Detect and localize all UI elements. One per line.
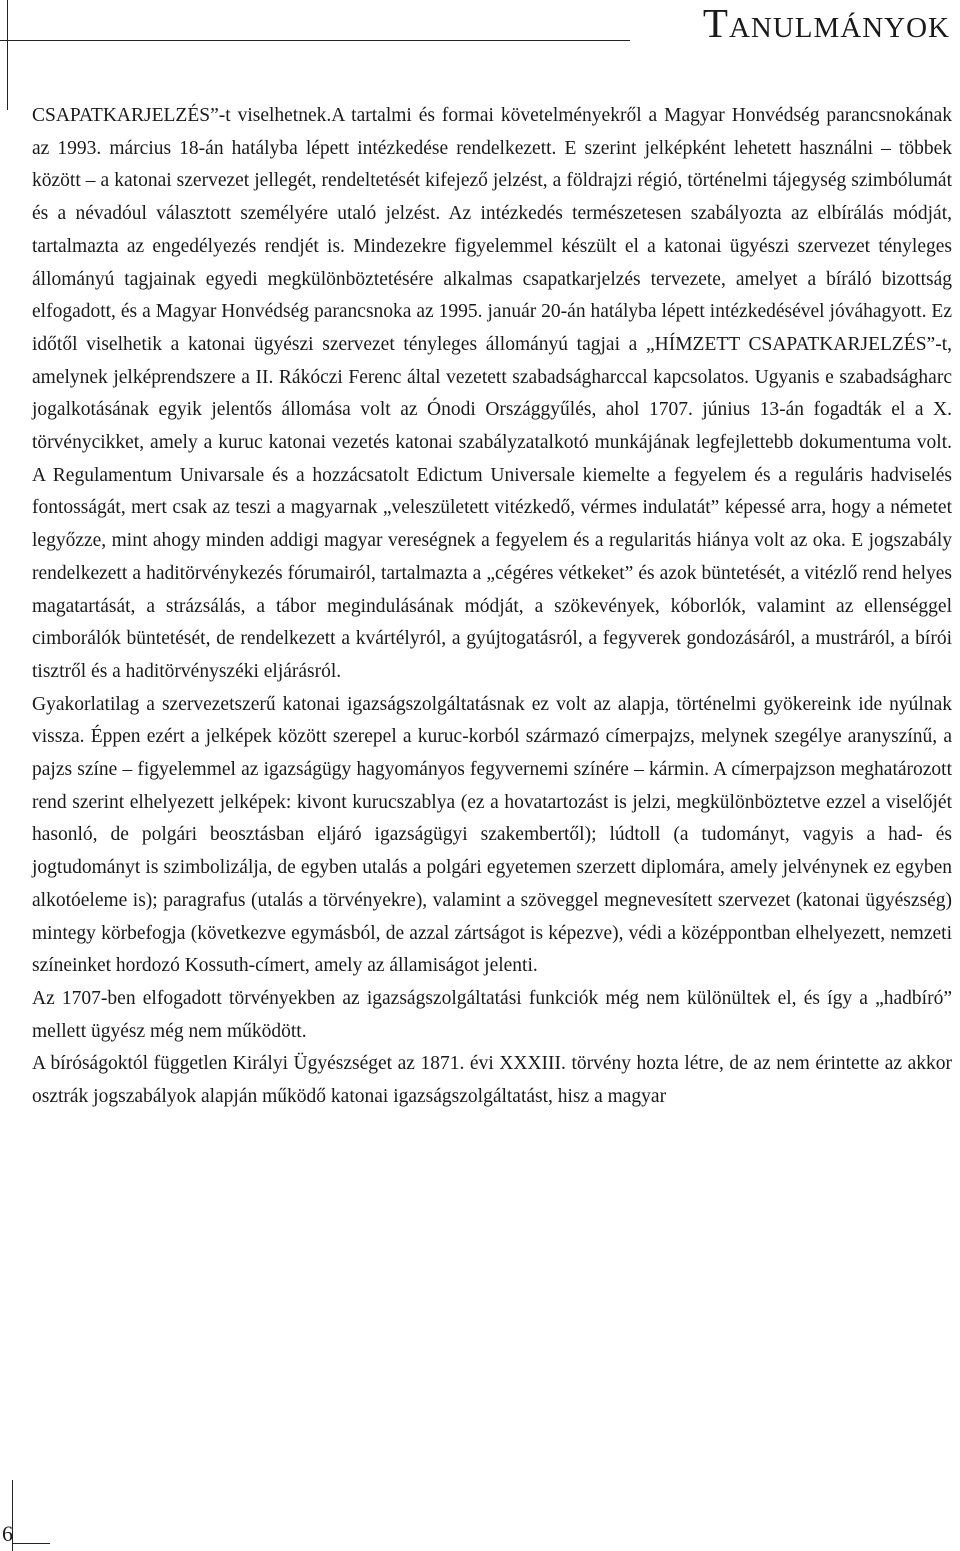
page-footer [0,1480,60,1551]
header-rule [0,40,630,41]
section-title: Tanulmányok [702,0,950,46]
page-number: 6 [2,1521,13,1546]
paragraph-2: Gyakorlatilag a szervezetszerű katonai igazságszolgáltatásnak ez volt az alapja, történelmi gyökereink ide nyúlnak vissza. Éppen ezért a jelképek között szerepel a kuruc-korból származó címerpajzs, melynek szegélye aranyszínű, a pajzs színe – figyelemmel az igazságügy hagyományos fegyvernemi színére – kármin. A címerpajzson meghatározott rend szerint elhelyezett jelképek: kivont kurucszablya (ez a hovatartozást is jelzi, megkülönböztetve ezzel a viselőjét hasonló, de polgári beosztásban eljáró igazságügyi szakembertől); lúdtoll (a tudományt, vagyis a had- és jogtudományt is szimbolizálja, de egyben utalás a polgári egyetemen szerzett diplomára, amely jelvénynek ez egyben alkotóeleme is); paragrafus (utalás a törvényekre), valamint a szöveggel megnevesített szervezet (katonai ügyészség) mintegy körbefogja (következve egymásból, de azzal zártságot is képezve), védi a középpontban elhelyezett, nemzeti színeinket hordozó Kossuth-címert, amely az államiságot jelenti. [32,693,952,977]
paragraph-1: CSAPATKARJELZÉS”-t viselhetnek.A tartalmi és formai követelményekről a Magyar Honvédség parancsnokának az 1993. március 18-án hatályba lépett intézkedése rendelkezett. E szerint jelképként lehetett használni – többek között – a katonai szervezet jellegét, rendeltetését kifejező jelzést, a földrajzi régió, történelmi tájegység szimbólumát és a névadóul választott személyére utaló jelzést. Az intézkedés természetesen szabályozta az elbírálás módját, tartalmazta az engedélyezés rendjét is. Mindezekre figyelemmel készült el a katonai ügyészi szervezet tényleges állományú tagjainak egyedi megkülönböztetésére alkalmas csapatkarjelzés tervezete, amelyet a bíráló bizottság elfogadott, és a Magyar Honvédség parancsnoka az 1995. január 20-án hatályba lépett intézkedésével jóváhagyott. Ez időtől viselhetik a katonai ügyészi szervezet tényleges állományú tagjai a „HÍMZETT CSAPATKARJELZÉS”-t, amelynek jelképrendszere a II. Rákóczi Ferenc által vezetett szabadságharccal kapcsolatos. Ugyanis e szabadságharc jogalkotásának egyik jelentős állomása volt az Ónodi Országgyűlés, ahol 1707. június 13-án fogadták el a X. törvénycikket, amely a kuruc katonai vezetés katonai szabályzatalkotó munkájának legfejlettebb dokumentuma volt. A Regulamentum Univarsale és a hozzácsatolt Edictum Universale kiemelte a fegyelem és a reguláris hadviselés fontosságát, mert csak az teszi a magyarnak „veleszületett vitézkedő, vérmes indulatát” képessé arra, hogy a németet legyőzze, mint ahogy minden addigi magyar vereségnek a fegyelem és a regularitás hiánya volt az oka. E jogszabály rendelkezett a haditörvénykezés fórumairól, tartalmazta a „cégéres vétkeket” és azok büntetését, a vitézlő rend helyes magatartását, a strázsálás, a tábor megindulásának módját, a szökevények, kóborlók, valamint az ellenséggel cimborálók büntetését, de rendelkezett a kvártélyról, a gyújtogatásról, a fegyverek gondozásáról, a mustráról, a bírói tisztről és a haditörvényszéki eljárásról. [32,105,952,682]
paragraph-3: Az 1707-ben elfogadott törvényekben az igazságszolgáltatási funkciók még nem különültek el, és így a „hadbíró” mellett ügyész még nem működött. [32,987,952,1042]
left-margin-rule-top [7,0,8,110]
footer-tick-rule [12,1543,50,1544]
article-body [32,100,952,1114]
paragraph-4: A bíróságoktól független Királyi Ügyészséget az 1871. évi XXXIII. törvény hozta létre, de az nem érintette az akkor osztrák jogszabályok alapján működő katonai igazságszolgáltatást, hisz a magyar [32,1053,952,1108]
